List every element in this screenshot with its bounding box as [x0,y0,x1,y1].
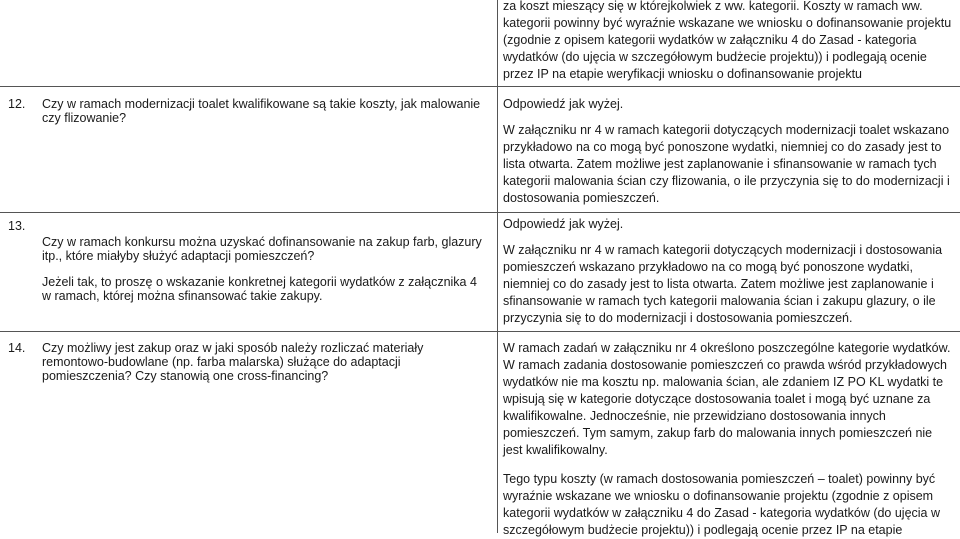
row-divider [0,86,960,87]
question-text [42,341,482,383]
row-number: 14. [8,341,26,355]
answer-paragraph: W ramach zadań w załączniku nr 4 określono poszczególne kategorie wydatków. W ramach zadania dostosowanie pomieszczeń co prawda wśród przykładowych wydatków nie ma kosztu np. malowania ścian, ale zdaniem IZ PO KL wydatki te wpisują się w kategorie dotyczące dostosowania toalet i mogą być uznane za kwalifikowalne. Jednocześnie, nie przewidziano dostosowania innych pomieszczeń. Tym samym, zakup farb do malowania innych pomieszczeń nie jest kwalifikowalny. [503,341,951,457]
question-paragraph: Jeżeli tak, to proszę o wskazanie konkretnej kategorii wydatków z załącznika 4 w ramach, której można sfinansować takie zakupy. [42,275,477,303]
question-paragraph: Czy możliwy jest zakup oraz w jaki sposób należy rozliczać materiały remontowo-budowlane (np. farba malarska) służące do adaptacji pomieszczenia? Czy stanowią one cross-financing? [42,341,424,383]
question-paragraph: Czy w ramach konkursu można uzyskać dofinansowanie na zakup farb, glazury itp., które miałyby służyć adaptacji pomieszczeń? [42,235,482,263]
row-number: 12. [8,97,26,111]
answer-paragraph: Odpowiedź jak wyżej. [503,97,624,111]
row-number: 13. [8,219,26,233]
row-divider [0,212,960,213]
question-paragraph: Czy w ramach modernizacji toalet kwalifikowane są takie koszty, jak malowanie czy flizowanie? [42,97,481,125]
row-divider [0,331,960,332]
column-divider [497,0,498,533]
answer-paragraph: W załączniku nr 4 w ramach kategorii dotyczących modernizacji i dostosowania pomieszczeń wskazano przykładowo na co mogą być ponoszone wydatki, niemniej co do zasady jest to lista otwarta. Zatem możliwe jest zaplanowanie i sfinansowanie w ramach tych kategorii malowania ścian i zakupu glazury, o ile przyczynia się to do modernizacji i dostosowania pomieszczeń. [503,243,943,325]
answer-paragraph: Tego typu koszty (w ramach dostosowania pomieszczeń – toalet) powinny być wyraźnie wskazane we wniosku o dofinansowanie projektu (zgodnie z opisem kategorii wydatków w załączniku 4 do Zasad - kategoria wydatków (do ujęcia w szczegółowym budżecie projektu)) i podlegają ocenie przez IP na etapie [503,472,941,537]
answer-cell [503,340,955,539]
answer-cell [503,96,955,207]
answer-text: za koszt mieszący się w którejkolwiek z ww. kategorii. Koszty w ramach ww. kategorii powinny być wyraźnie wskazane we wniosku o dofinansowanie projektu (zgodnie z opisem kategorii wydatków w załączniku 4 do Zasad - kategoria wydatków (do ujęcia w szczegółowym budżecie projektu)) i podlegają ocenie przez IP na etapie weryfikacji wniosku o dofinansowanie projektu [503,0,952,81]
question-text [42,97,482,125]
answer-cell [503,216,955,327]
answer-continuation [503,0,955,83]
question-text [42,235,482,303]
answer-paragraph: W załączniku nr 4 w ramach kategorii dotyczących modernizacji toalet wskazano przykładowo na co mogą być ponoszone wydatki, niemniej co do zasady jest to lista otwarta. Zatem możliwe jest zaplanowanie i sfinansowanie w ramach tych kategorii malowania ścian czy flizowania, o ile przyczynia się to do modernizacji i dostosowania pomieszczeń. [503,123,950,205]
answer-paragraph: Odpowiedź jak wyżej. [503,217,624,231]
